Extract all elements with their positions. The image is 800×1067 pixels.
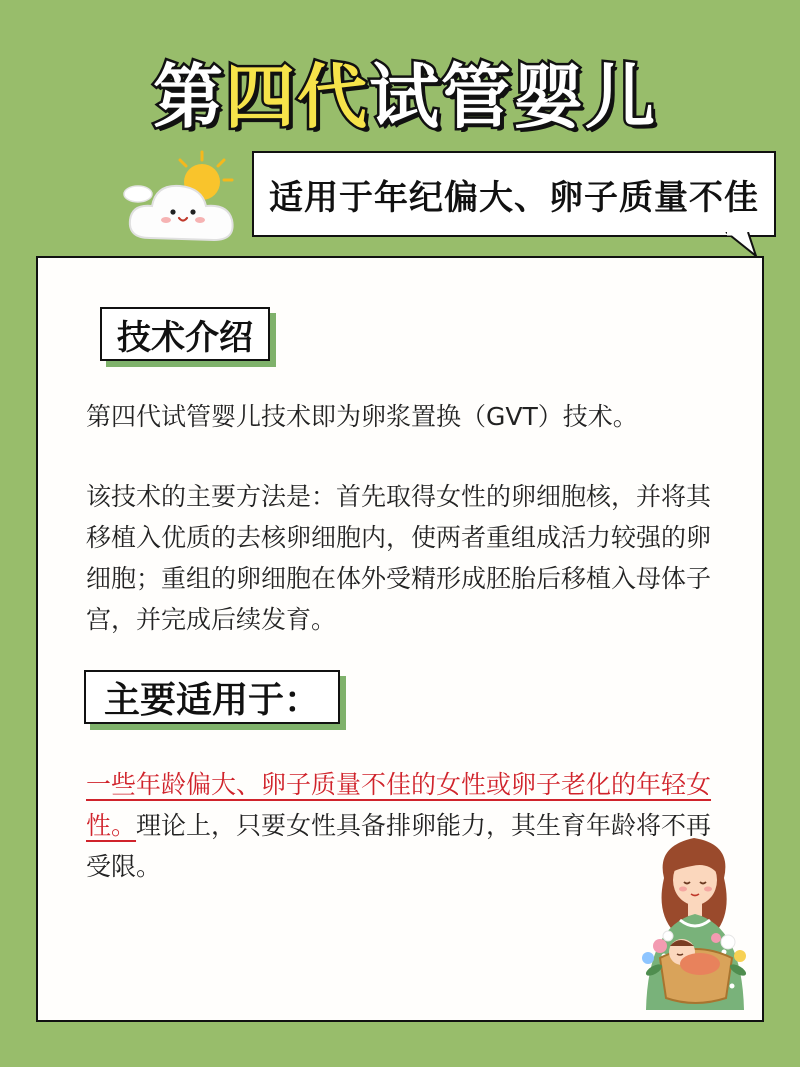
subtitle-text: 适用于年纪偏大、卵子质量不佳 (269, 177, 759, 218)
title-part2: 四代 (225, 56, 369, 138)
subtitle-bubble (252, 151, 776, 237)
applicable-heading: 主要适用于： (84, 670, 340, 724)
mother-baby-illustration (620, 828, 770, 1010)
page-title (150, 52, 660, 142)
sun-cloud-icon (110, 148, 250, 248)
tech-intro-heading: 技术介绍 (100, 307, 270, 361)
title-part3: 试管婴儿 (369, 56, 657, 138)
applicable-highlight: 一些年龄偏大、卵子质量不佳的女性或卵子老化的年轻女性。 (86, 770, 712, 840)
bubble-tail (720, 232, 760, 258)
tech-intro-paragraph-2: 该技术的主要方法是：首先取得女性的卵细胞核，并将其移植入优质的去核卵细胞内，使两者重组成活力较强的卵细胞；重组的卵细胞在体外受精形成胚胎后移植入母体子宫，并完成后续发育。 (86, 482, 712, 634)
title-part1: 第 (153, 56, 225, 138)
tech-intro-paragraph-1: 第四代试管婴儿技术即为卵浆置换（GVT）技术。 (86, 402, 638, 431)
applicable-rest: 理论上，只要女性具备排卵能力，其生育年龄将不再受限。 (86, 811, 712, 881)
